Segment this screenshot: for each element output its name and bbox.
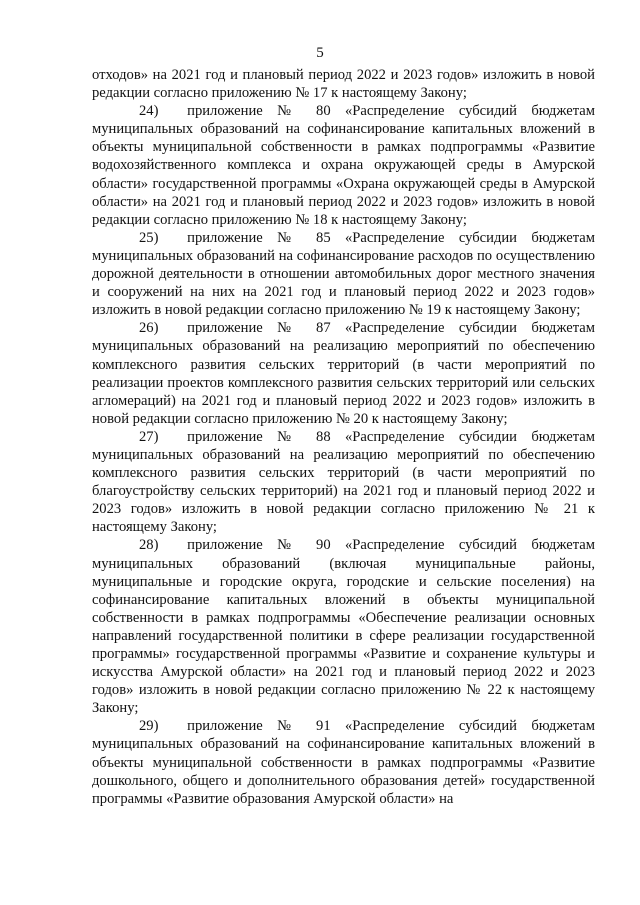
- paragraph-item-26: 26) приложение № 87 «Распределение субсидии бюджетам муниципальных образований на реализацию мероприятий по обеспечению комплексного развития сельских территорий (в части мероприятий по реализации проектов комплексного развития сельских территорий или сельских агломераций) на 2021 год и плановый период 2022 и 2023 годов» изложить в новой редакции согласно приложению № 20 к настоящему Закону;: [92, 320, 595, 427]
- paragraph-item-25: 25) приложение № 85 «Распределение субсидии бюджетам муниципальных образований на софинансирование расходов по осуществлению дорожной деятельности в отношении автомобильных дорог местного значения и сооружений на них на 2021 год и плановый период 2022 и 2023 годов» изложить в новой редакции согласно приложению № 19 к настоящему Закону;: [92, 229, 595, 319]
- paragraph-item-24: 24) приложение № 80 «Распределение субсидий бюджетам муниципальных образований на софинансирование капитальных вложений в объекты муниципальной собственности в рамках подпрограммы «Развитие водохозяйственного комплекса и охрана окружающей среды в Амурской области» государственной программы «Охрана окружающей среды в Амурской области» на 2021 год и плановый период 2022 и 2023 годов» изложить в новой редакции согласно приложению № 18 к настоящему Закону;: [92, 103, 595, 228]
- paragraph-item-27: 27) приложение № 88 «Распределение субсидии бюджетам муниципальных образований на реализацию мероприятий по обеспечению комплексного развития сельских территорий (в части мероприятий по благоустройству сельских территорий) на 2021 год и плановый период 2022 и 2023 годов» изложить в новой редакции согласно приложению № 21 к настоящему Закону;: [92, 428, 595, 536]
- page-number: 5: [316, 45, 324, 61]
- paragraph-item-29: 29) приложение № 91 «Распределение субсидий бюджетам муниципальных образований на софинансирование капитальных вложений в объекты муниципальной собственности в рамках подпрограммы «Развитие дошкольного, общего и дополнительного образования детей» государственной программы «Развитие образования Амурской области» на: [92, 718, 595, 807]
- paragraph-continuation: отходов» на 2021 год и плановый период 2022 и 2023 годов» изложить в новой редакции согласно приложению № 17 к настоящему Закону;: [92, 67, 595, 102]
- document-body: [92, 66, 595, 808]
- paragraph-item-28: 28) приложение № 90 «Распределение субсидий бюджетам муниципальных образований (включая муниципальные районы, муниципальные и городские округа, городские и сельские поселения) на софинансирование капитальных вложений в объекты муниципальной собственности в рамках подпрограммы «Обеспечение реализации основных направлений государственной политики в сфере реализации государственной программы» государственной программы «Развитие и сохранение культуры и искусства Амурской области» на 2021 год и плановый период 2022 и 2023 годов» изложить в новой редакции согласно приложению № 22 к настоящему Закону;: [92, 537, 595, 717]
